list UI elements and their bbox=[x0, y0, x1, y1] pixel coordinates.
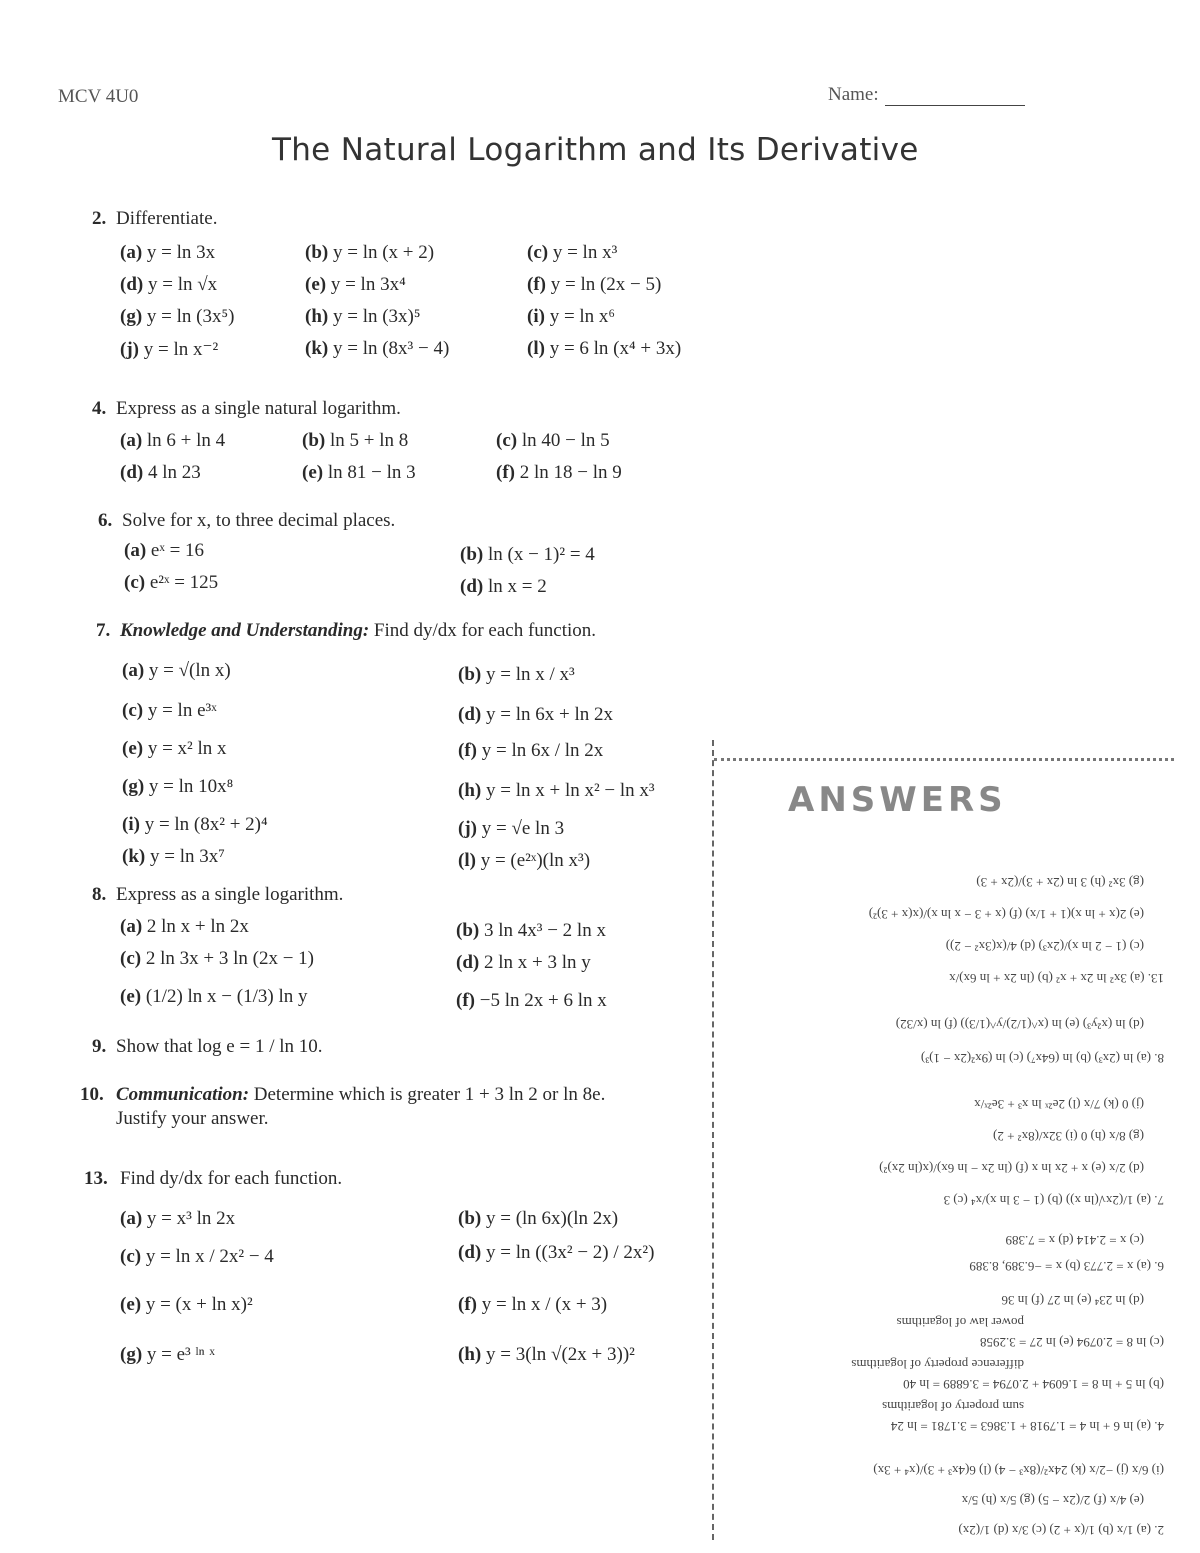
answer-line: 7. (a) 1/(2x√(ln x)) (b) (1 − 3 ln x)/x⁴ (c) 3 bbox=[943, 1193, 1164, 1208]
q13-part-a: (a) y = x³ ln 2x bbox=[120, 1208, 236, 1229]
q13-part-g: (g) y = e³ ˡⁿ ˣ bbox=[120, 1344, 215, 1365]
question-lead: Knowledge and Understanding: bbox=[120, 620, 370, 641]
answer-line: (c) x = 2.414 (d) x = 7.389 bbox=[1005, 1233, 1144, 1248]
question-text: Show that log e = 1 / ln 10. bbox=[116, 1036, 323, 1057]
question-2 bbox=[92, 208, 217, 230]
question-number: 13. bbox=[84, 1168, 108, 1189]
q4-part-f: (f) 2 ln 18 − ln 9 bbox=[496, 462, 622, 483]
answer-line: 8. (a) ln (2x³) (b) ln (64x⁷) (c) ln (9x²(2x − 1)³) bbox=[920, 1051, 1164, 1066]
q2-part-g: (g) y = ln (3x⁵) bbox=[120, 306, 235, 327]
answer-line: 6. (a) x = 2.773 (b) x = −6.389, 8.389 bbox=[969, 1259, 1164, 1274]
question-number: 6. bbox=[98, 510, 113, 531]
q6-part-c: (c) e²ˣ = 125 bbox=[124, 572, 219, 593]
question-number: 2. bbox=[92, 208, 107, 229]
answer-line: 4. (a) ln 6 + ln 4 = 1.7918 + 1.3863 = 3.1781 = ln 24 bbox=[890, 1419, 1164, 1434]
q7-part-j: (j) y = √e ln 3 bbox=[458, 818, 565, 839]
question-text: Solve for x, to three decimal places. bbox=[122, 510, 396, 531]
q7-part-f: (f) y = ln 6x / ln 2x bbox=[458, 740, 604, 761]
question-text: Find dy/dx for each function. bbox=[120, 1168, 343, 1189]
name-label: Name: bbox=[828, 84, 879, 105]
question-9 bbox=[92, 1036, 323, 1058]
question-number: 8. bbox=[92, 884, 107, 905]
q2-part-c: (c) y = ln x³ bbox=[527, 242, 618, 263]
q7-part-a: (a) y = √(ln x) bbox=[122, 660, 231, 681]
q7-part-d: (d) y = ln 6x + ln 2x bbox=[458, 704, 613, 725]
name-field bbox=[828, 84, 1025, 106]
q13-part-h: (h) y = 3(ln √(2x + 3))² bbox=[458, 1344, 635, 1365]
question-13 bbox=[84, 1168, 342, 1190]
q2-part-h: (h) y = ln (3x)⁵ bbox=[305, 306, 421, 327]
q7-part-b: (b) y = ln x / x³ bbox=[458, 664, 575, 685]
q13-part-b: (b) y = (ln 6x)(ln 2x) bbox=[458, 1208, 619, 1229]
q8-part-f: (f) −5 ln 2x + 6 ln x bbox=[456, 990, 607, 1011]
q7-part-i: (i) y = ln (8x² + 2)⁴ bbox=[122, 814, 268, 835]
q13-part-e: (e) y = (x + ln x)² bbox=[120, 1294, 253, 1315]
answer-line: (j) 0 (k) 7/x (l) 2e²ˣ ln x³ + 3e²ˣ/x bbox=[974, 1097, 1144, 1112]
answer-line: 13. (a) 3x² ln 2x + x² (b) (ln 2x + ln 6x)/x bbox=[949, 971, 1164, 986]
answers-upside-down bbox=[734, 848, 1174, 1538]
answer-line: (g) 3x² (h) 3 ln (2x + 3)/(2x + 3) bbox=[976, 875, 1144, 890]
answers-top-edge bbox=[714, 758, 1174, 767]
question-6 bbox=[98, 510, 395, 532]
answer-line: (c) (1 − 2 ln x)/(2x³) (d) 4/(x(3x² − 2)) bbox=[945, 939, 1144, 954]
question-lead: Communication: bbox=[116, 1084, 250, 1105]
q2-part-e: (e) y = ln 3x⁴ bbox=[305, 274, 406, 295]
question-number: 7. bbox=[96, 620, 111, 641]
page-title: The Natural Logarithm and Its Derivative bbox=[272, 132, 919, 168]
answer-line: (e) 2(x + ln x)(1 + 1/x) (f) (x + 3 − x ln x)/(x(x + 3)²) bbox=[868, 907, 1144, 922]
q4-part-c: (c) ln 40 − ln 5 bbox=[496, 430, 610, 451]
answer-line: power law of logarithms bbox=[896, 1315, 1024, 1330]
question-text: Find dy/dx for each function. bbox=[373, 620, 597, 641]
q7-part-e: (e) y = x² ln x bbox=[122, 738, 227, 759]
q2-part-f: (f) y = ln (2x − 5) bbox=[527, 274, 662, 295]
question-text: Express as a single logarithm. bbox=[116, 884, 344, 905]
q7-part-c: (c) y = ln e³ˣ bbox=[122, 700, 217, 721]
q6-part-b: (b) ln (x − 1)² = 4 bbox=[460, 544, 595, 565]
q7-part-g: (g) y = ln 10x⁸ bbox=[122, 776, 234, 797]
name-blank-line bbox=[885, 105, 1025, 106]
question-10 bbox=[80, 1084, 605, 1106]
q4-part-e: (e) ln 81 − ln 3 bbox=[302, 462, 416, 483]
question-10-continued: Justify your answer. bbox=[116, 1108, 269, 1129]
question-8 bbox=[92, 884, 343, 906]
answer-line: (i) 6/x (j) −2/x (k) 24x²/(8x³ − 4) (l) 6(4x³ + 3)/(x⁴ + 3x) bbox=[873, 1463, 1164, 1478]
question-7 bbox=[96, 620, 596, 642]
q8-part-c: (c) 2 ln 3x + 3 ln (2x − 1) bbox=[120, 948, 314, 969]
q2-part-a: (a) y = ln 3x bbox=[120, 242, 216, 263]
answer-line: (e) 4/x (f) 2/(2x − 5) (g) 5/x (h) 5/x bbox=[961, 1493, 1144, 1508]
q8-part-b: (b) 3 ln 4x³ − 2 ln x bbox=[456, 920, 606, 941]
q13-part-c: (c) y = ln x / 2x² − 4 bbox=[120, 1246, 274, 1267]
answer-line: (d) ln (x²y³) (e) ln (x^(1/2)/y^(1/3)) (f) ln (x/32) bbox=[895, 1017, 1144, 1032]
q2-part-d: (d) y = ln √x bbox=[120, 274, 218, 295]
answer-line: (b) ln 5 + ln 8 = 1.6094 + 2.0794 = 3.6889 = ln 40 bbox=[903, 1377, 1164, 1392]
q8-part-d: (d) 2 ln x + 3 ln y bbox=[456, 952, 591, 973]
q4-part-b: (b) ln 5 + ln 8 bbox=[302, 430, 409, 451]
answer-line: (g) 8/x (h) 0 (i) 32x/(8x² + 2) bbox=[993, 1129, 1144, 1144]
q6-part-a: (a) eˣ = 16 bbox=[124, 540, 205, 561]
q2-part-b: (b) y = ln (x + 2) bbox=[305, 242, 435, 263]
question-text: Express as a single natural logarithm. bbox=[116, 398, 401, 419]
course-code: MCV 4U0 bbox=[58, 86, 139, 107]
answer-line: 2. (a) 1/x (b) 1/(x + 2) (c) 3/x (d) 1/(2x) bbox=[958, 1523, 1164, 1538]
question-text: Determine which is greater 1 + 3 ln 2 or ln 8e. bbox=[253, 1084, 606, 1105]
q13-part-d: (d) y = ln ((3x² − 2) / 2x²) bbox=[458, 1242, 655, 1263]
q2-part-k: (k) y = ln (8x³ − 4) bbox=[305, 338, 450, 359]
question-text: Differentiate. bbox=[116, 208, 218, 229]
answer-line: sum property of logarithms bbox=[882, 1399, 1024, 1414]
answer-line: difference property of logarithms bbox=[851, 1357, 1024, 1372]
question-4 bbox=[92, 398, 401, 420]
q4-part-a: (a) ln 6 + ln 4 bbox=[120, 430, 226, 451]
q2-part-i: (i) y = ln x⁶ bbox=[527, 306, 616, 327]
q7-part-l: (l) y = (e²ˣ)(ln x³) bbox=[458, 850, 591, 871]
q7-part-k: (k) y = ln 3x⁷ bbox=[122, 846, 225, 867]
answer-line: (d) ln 23⁴ (e) ln 27 (f) ln 36 bbox=[1001, 1293, 1144, 1308]
answer-line: (d) 2/x (e) x + 2x ln x (f) (ln 2x − ln 6x)/(x(ln 2x)²) bbox=[879, 1161, 1144, 1176]
question-number: 4. bbox=[92, 398, 107, 419]
q7-part-h: (h) y = ln x + ln x² − ln x³ bbox=[458, 780, 655, 801]
question-number: 10. bbox=[80, 1084, 104, 1105]
q2-part-l: (l) y = 6 ln (x⁴ + 3x) bbox=[527, 338, 682, 359]
q8-part-e: (e) (1/2) ln x − (1/3) ln y bbox=[120, 986, 308, 1007]
answer-line: (c) ln 8 = 2.0794 (e) ln 27 = 3.2958 bbox=[980, 1335, 1164, 1350]
question-number: 9. bbox=[92, 1036, 107, 1057]
answers-panel bbox=[714, 752, 1184, 1542]
answers-heading: ANSWERS bbox=[788, 780, 1007, 820]
q6-part-d: (d) ln x = 2 bbox=[460, 576, 547, 597]
q2-part-j: (j) y = ln x⁻² bbox=[120, 339, 219, 360]
q4-part-d: (d) 4 ln 23 bbox=[120, 462, 201, 483]
q8-part-a: (a) 2 ln x + ln 2x bbox=[120, 916, 249, 937]
q13-part-f: (f) y = ln x / (x + 3) bbox=[458, 1294, 608, 1315]
